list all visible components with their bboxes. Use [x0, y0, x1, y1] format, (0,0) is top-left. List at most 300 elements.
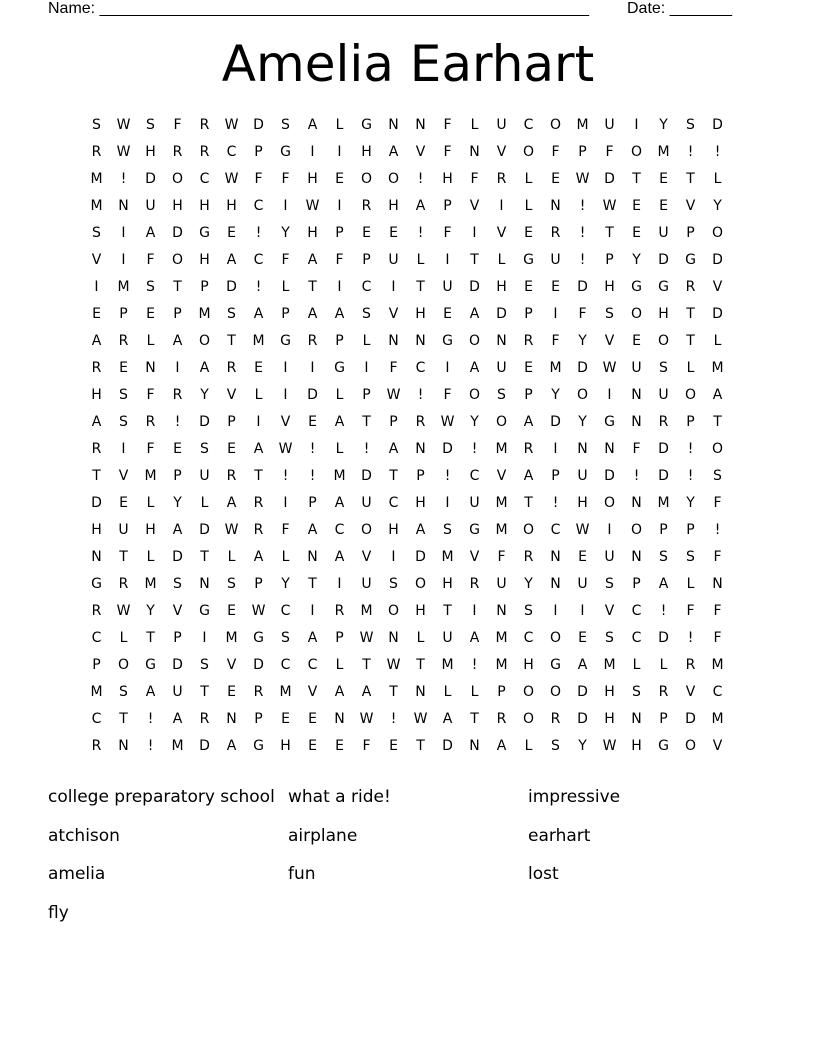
grid-letter: I — [472, 603, 477, 619]
grid-letter: C — [631, 630, 642, 646]
grid-letter: ! — [633, 468, 640, 484]
grid-letter: P — [335, 333, 344, 349]
grid-letter: R — [307, 333, 318, 349]
grid-letter: D — [658, 252, 669, 268]
grid-letter: L — [281, 549, 290, 565]
grid-letter: H — [523, 657, 534, 673]
grid-letter: P — [524, 306, 533, 322]
grid-letter: P — [443, 198, 452, 214]
grid-letter: E — [578, 630, 587, 646]
grid-letter: I — [634, 117, 639, 133]
grid-row — [83, 193, 733, 220]
grid-letter: N — [307, 549, 318, 565]
grid-letter: T — [254, 468, 263, 484]
grid-letter: M — [90, 198, 103, 214]
grid-letter: A — [307, 117, 318, 133]
grid-letter: M — [333, 468, 346, 484]
grid-letter: W — [575, 171, 590, 187]
grid-row — [83, 166, 733, 193]
grid-row — [83, 679, 733, 706]
grid-row — [83, 382, 733, 409]
grid-letter: D — [199, 414, 210, 430]
grid-letter: T — [713, 414, 722, 430]
grid-letter: R — [199, 144, 210, 160]
grid-letter: S — [497, 387, 506, 403]
grid-letter: V — [604, 603, 615, 619]
grid-letter: H — [604, 279, 615, 295]
grid-letter: S — [227, 306, 236, 322]
grid-letter: W — [224, 522, 239, 538]
grid-letter: F — [281, 522, 290, 538]
grid-letter: I — [121, 225, 126, 241]
grid-letter: W — [359, 711, 374, 727]
grid-letter: T — [686, 171, 695, 187]
grid-letter: T — [470, 711, 479, 727]
grid-letter: M — [495, 522, 508, 538]
grid-letter: V — [280, 414, 291, 430]
grid-letter: N — [631, 414, 642, 430]
grid-row — [83, 247, 733, 274]
grid-letter: P — [551, 468, 560, 484]
grid-letter: C — [361, 279, 372, 295]
grid-letter: N — [469, 144, 480, 160]
grid-row — [83, 544, 733, 571]
grid-letter: ! — [309, 468, 316, 484]
grid-letter: O — [549, 684, 562, 700]
grid-letter: U — [496, 117, 507, 133]
grid-letter: I — [553, 603, 558, 619]
grid-letter: ! — [687, 468, 694, 484]
grid-letter: T — [389, 468, 398, 484]
word-list — [48, 778, 768, 933]
grid-letter: A — [523, 414, 534, 430]
grid-letter: U — [361, 576, 372, 592]
grid-letter: W — [224, 117, 239, 133]
grid-letter: D — [145, 171, 156, 187]
grid-letter: G — [523, 252, 534, 268]
grid-letter: U — [550, 252, 561, 268]
grid-letter: A — [469, 360, 480, 376]
grid-letter: F — [173, 117, 182, 133]
grid-letter: ! — [255, 225, 262, 241]
grid-letter: E — [659, 171, 668, 187]
grid-letter: A — [361, 684, 372, 700]
grid-letter: N — [415, 333, 426, 349]
grid-letter: S — [713, 468, 722, 484]
grid-letter: G — [334, 360, 345, 376]
grid-letter: E — [524, 225, 533, 241]
grid-letter: C — [523, 630, 534, 646]
grid-letter: F — [713, 603, 722, 619]
grid-letter: T — [443, 603, 452, 619]
grid-letter: I — [121, 441, 126, 457]
grid-letter: T — [362, 657, 371, 673]
grid-letter: N — [631, 711, 642, 727]
grid-letter: ! — [687, 630, 694, 646]
grid-row — [83, 490, 733, 517]
grid-letter: E — [335, 171, 344, 187]
grid-letter: G — [442, 333, 453, 349]
grid-letter: M — [225, 630, 238, 646]
grid-letter: C — [712, 684, 723, 700]
grid-letter: P — [227, 414, 236, 430]
grid-letter: R — [226, 360, 237, 376]
grid-letter: S — [686, 117, 695, 133]
grid-letter: ! — [417, 225, 424, 241]
grid-letter: V — [712, 738, 723, 754]
grid-row — [83, 463, 733, 490]
grid-letter: F — [497, 549, 506, 565]
grid-letter: W — [386, 657, 401, 673]
grid-letter: H — [226, 198, 237, 214]
grid-letter: S — [659, 360, 668, 376]
grid-letter: V — [172, 603, 183, 619]
grid-letter: D — [91, 495, 102, 511]
grid-letter: N — [388, 630, 399, 646]
grid-letter: S — [362, 306, 371, 322]
grid-letter: A — [388, 144, 399, 160]
word-list-item: impressive — [528, 787, 621, 807]
grid-letter: L — [632, 657, 641, 673]
grid-row — [83, 301, 733, 328]
grid-letter: P — [254, 144, 263, 160]
grid-letter: V — [685, 684, 696, 700]
word-list-item: fly — [48, 903, 69, 924]
grid-letter: F — [362, 738, 371, 754]
grid-letter: L — [686, 360, 695, 376]
grid-row — [83, 571, 733, 598]
grid-letter: O — [522, 711, 535, 727]
grid-letter: P — [632, 576, 641, 592]
grid-letter: ! — [687, 441, 694, 457]
grid-letter: M — [657, 495, 670, 511]
grid-letter: H — [415, 306, 426, 322]
grid-letter: E — [524, 279, 533, 295]
grid-letter: N — [550, 576, 561, 592]
grid-letter: Y — [578, 333, 587, 349]
grid-letter: M — [657, 144, 670, 160]
grid-letter: P — [173, 306, 182, 322]
grid-letter: A — [226, 738, 237, 754]
grid-letter: C — [307, 657, 318, 673]
grid-letter: A — [469, 306, 480, 322]
grid-letter: ! — [417, 171, 424, 187]
grid-letter: O — [684, 387, 697, 403]
grid-letter: Y — [578, 414, 587, 430]
grid-letter: H — [199, 198, 210, 214]
grid-letter: D — [577, 711, 588, 727]
grid-letter: W — [359, 630, 374, 646]
grid-letter: F — [551, 333, 560, 349]
grid-letter: L — [335, 657, 344, 673]
grid-letter: T — [308, 576, 317, 592]
grid-letter: C — [280, 657, 291, 673]
grid-letter: O — [630, 522, 643, 538]
grid-letter: R — [172, 144, 183, 160]
grid-letter: D — [199, 522, 210, 538]
grid-letter: C — [469, 468, 480, 484]
grid-letter: A — [415, 522, 426, 538]
word-list-item: atchison — [48, 825, 120, 846]
grid-letter: H — [604, 711, 615, 727]
grid-letter: N — [550, 198, 561, 214]
grid-letter: F — [335, 252, 344, 268]
grid-letter: R — [469, 576, 480, 592]
grid-letter: E — [335, 738, 344, 754]
grid-letter: H — [577, 495, 588, 511]
grid-letter: G — [658, 738, 669, 754]
grid-letter: V — [226, 387, 237, 403]
name-field-label: Name: _______________________________________________________ — [48, 0, 589, 17]
grid-letter: M — [711, 360, 724, 376]
grid-letter: F — [146, 252, 155, 268]
grid-letter: C — [523, 117, 534, 133]
grid-letter: ! — [417, 387, 424, 403]
grid-letter: L — [281, 279, 290, 295]
grid-letter: L — [524, 198, 533, 214]
grid-letter: C — [91, 711, 102, 727]
grid-letter: I — [283, 495, 288, 511]
grid-letter: T — [605, 225, 614, 241]
grid-letter: M — [90, 684, 103, 700]
grid-letter: H — [91, 522, 102, 538]
grid-letter: E — [551, 171, 560, 187]
grid-letter: O — [522, 522, 535, 538]
grid-letter: I — [337, 576, 342, 592]
grid-letter: Y — [173, 495, 182, 511]
grid-letter: H — [307, 225, 318, 241]
grid-letter: D — [442, 738, 453, 754]
grid-letter: L — [659, 657, 668, 673]
grid-letter: A — [307, 306, 318, 322]
grid-letter: F — [281, 252, 290, 268]
grid-letter: N — [415, 117, 426, 133]
grid-letter: R — [361, 198, 372, 214]
grid-letter: P — [335, 225, 344, 241]
grid-letter: D — [712, 306, 723, 322]
grid-letter: A — [172, 711, 183, 727]
grid-letter: W — [386, 387, 401, 403]
grid-letter: D — [604, 171, 615, 187]
grid-row — [83, 409, 733, 436]
grid-letter: A — [91, 414, 102, 430]
grid-letter: A — [334, 684, 345, 700]
grid-letter: ! — [579, 198, 586, 214]
grid-letter: U — [442, 279, 453, 295]
grid-letter: C — [91, 630, 102, 646]
grid-letter: A — [496, 738, 507, 754]
grid-letter: L — [524, 738, 533, 754]
grid-letter: V — [469, 549, 480, 565]
grid-letter: I — [202, 630, 207, 646]
grid-row — [83, 436, 733, 463]
grid-letter: R — [91, 360, 102, 376]
grid-letter: C — [388, 495, 399, 511]
grid-letter: S — [200, 441, 209, 457]
grid-letter: S — [389, 576, 398, 592]
grid-letter: ! — [471, 657, 478, 673]
grid-letter: T — [146, 630, 155, 646]
grid-letter: M — [495, 495, 508, 511]
grid-letter: S — [146, 117, 155, 133]
grid-letter: M — [495, 441, 508, 457]
grid-letter: P — [173, 630, 182, 646]
grid-letter: A — [307, 630, 318, 646]
grid-letter: I — [283, 387, 288, 403]
grid-letter: D — [172, 657, 183, 673]
grid-letter: S — [686, 549, 695, 565]
grid-letter: S — [524, 603, 533, 619]
grid-letter: F — [551, 144, 560, 160]
grid-letter: O — [117, 657, 130, 673]
grid-letter: L — [497, 252, 506, 268]
grid-letter: V — [388, 306, 399, 322]
grid-letter: Y — [470, 414, 479, 430]
grid-letter: P — [362, 387, 371, 403]
grid-row — [83, 274, 733, 301]
grid-letter: H — [361, 144, 372, 160]
grid-letter: S — [146, 279, 155, 295]
grid-row — [83, 220, 733, 247]
grid-letter: D — [685, 711, 696, 727]
grid-letter: L — [146, 333, 155, 349]
grid-letter: M — [441, 549, 454, 565]
grid-letter: G — [685, 252, 696, 268]
grid-letter: R — [523, 549, 534, 565]
grid-letter: O — [495, 414, 508, 430]
grid-letter: D — [604, 468, 615, 484]
grid-letter: S — [605, 576, 614, 592]
grid-letter: A — [334, 495, 345, 511]
grid-letter: Y — [524, 576, 533, 592]
grid-letter: N — [712, 576, 723, 592]
grid-letter: Y — [200, 387, 209, 403]
grid-letter: N — [496, 603, 507, 619]
grid-letter: T — [416, 279, 425, 295]
grid-letter: G — [199, 603, 210, 619]
grid-letter: ! — [660, 603, 667, 619]
grid-letter: P — [659, 711, 668, 727]
grid-letter: O — [576, 387, 589, 403]
grid-letter: A — [415, 198, 426, 214]
grid-letter: P — [119, 306, 128, 322]
grid-letter: A — [253, 441, 264, 457]
grid-letter: P — [254, 711, 263, 727]
grid-letter: W — [305, 198, 320, 214]
grid-letter: N — [388, 117, 399, 133]
grid-letter: I — [391, 549, 396, 565]
grid-letter: N — [496, 333, 507, 349]
grid-letter: M — [711, 711, 724, 727]
grid-letter: R — [118, 333, 129, 349]
grid-letter: ! — [687, 144, 694, 160]
grid-letter: E — [308, 414, 317, 430]
grid-letter: L — [470, 117, 479, 133]
grid-letter: U — [631, 360, 642, 376]
grid-letter: H — [415, 603, 426, 619]
grid-letter: L — [443, 684, 452, 700]
grid-letter: A — [226, 252, 237, 268]
grid-letter: M — [90, 171, 103, 187]
grid-letter: F — [632, 441, 641, 457]
grid-letter: ! — [714, 144, 721, 160]
grid-letter: M — [711, 657, 724, 673]
grid-letter: O — [468, 333, 481, 349]
grid-letter: R — [91, 738, 102, 754]
grid-letter: L — [119, 630, 128, 646]
grid-letter: I — [553, 441, 558, 457]
grid-letter: E — [146, 306, 155, 322]
grid-letter: T — [389, 684, 398, 700]
grid-letter: P — [308, 495, 317, 511]
grid-letter: I — [607, 387, 612, 403]
grid-letter: A — [577, 657, 588, 673]
grid-letter: P — [335, 630, 344, 646]
grid-letter: E — [92, 306, 101, 322]
grid-letter: D — [496, 306, 507, 322]
grid-letter: F — [713, 549, 722, 565]
grid-letter: L — [200, 495, 209, 511]
grid-letter: A — [334, 306, 345, 322]
grid-letter: V — [91, 252, 102, 268]
grid-letter: G — [550, 657, 561, 673]
grid-letter: F — [686, 603, 695, 619]
grid-letter: H — [388, 198, 399, 214]
grid-letter: L — [146, 495, 155, 511]
grid-letter: O — [711, 225, 724, 241]
grid-letter: U — [577, 468, 588, 484]
grid-letter: E — [281, 711, 290, 727]
grid-letter: T — [308, 279, 317, 295]
grid-letter: G — [145, 657, 156, 673]
grid-letter: G — [280, 144, 291, 160]
grid-letter: O — [711, 441, 724, 457]
grid-letter: N — [631, 549, 642, 565]
grid-letter: F — [443, 387, 452, 403]
grid-letter: H — [145, 144, 156, 160]
grid-letter: L — [686, 576, 695, 592]
grid-letter: A — [523, 468, 534, 484]
grid-letter: R — [172, 387, 183, 403]
grid-letter: L — [335, 387, 344, 403]
grid-letter: F — [281, 171, 290, 187]
grid-letter: U — [496, 360, 507, 376]
grid-letter: E — [254, 360, 263, 376]
grid-letter: E — [632, 225, 641, 241]
grid-letter: P — [659, 522, 668, 538]
grid-letter: E — [119, 360, 128, 376]
grid-letter: H — [280, 738, 291, 754]
grid-letter: R — [199, 117, 210, 133]
grid-letter: O — [630, 144, 643, 160]
grid-letter: L — [227, 549, 236, 565]
grid-letter: R — [226, 468, 237, 484]
grid-row — [83, 706, 733, 733]
grid-letter: H — [145, 522, 156, 538]
grid-letter: M — [441, 657, 454, 673]
grid-letter: E — [308, 711, 317, 727]
grid-letter: A — [658, 576, 669, 592]
grid-letter: Y — [551, 387, 560, 403]
grid-letter: S — [632, 684, 641, 700]
grid-letter: V — [118, 468, 129, 484]
grid-letter: H — [91, 387, 102, 403]
grid-letter: P — [578, 144, 587, 160]
grid-letter: R — [91, 603, 102, 619]
grid-letter: Y — [578, 738, 587, 754]
grid-letter: W — [602, 360, 617, 376]
grid-letter: N — [469, 738, 480, 754]
